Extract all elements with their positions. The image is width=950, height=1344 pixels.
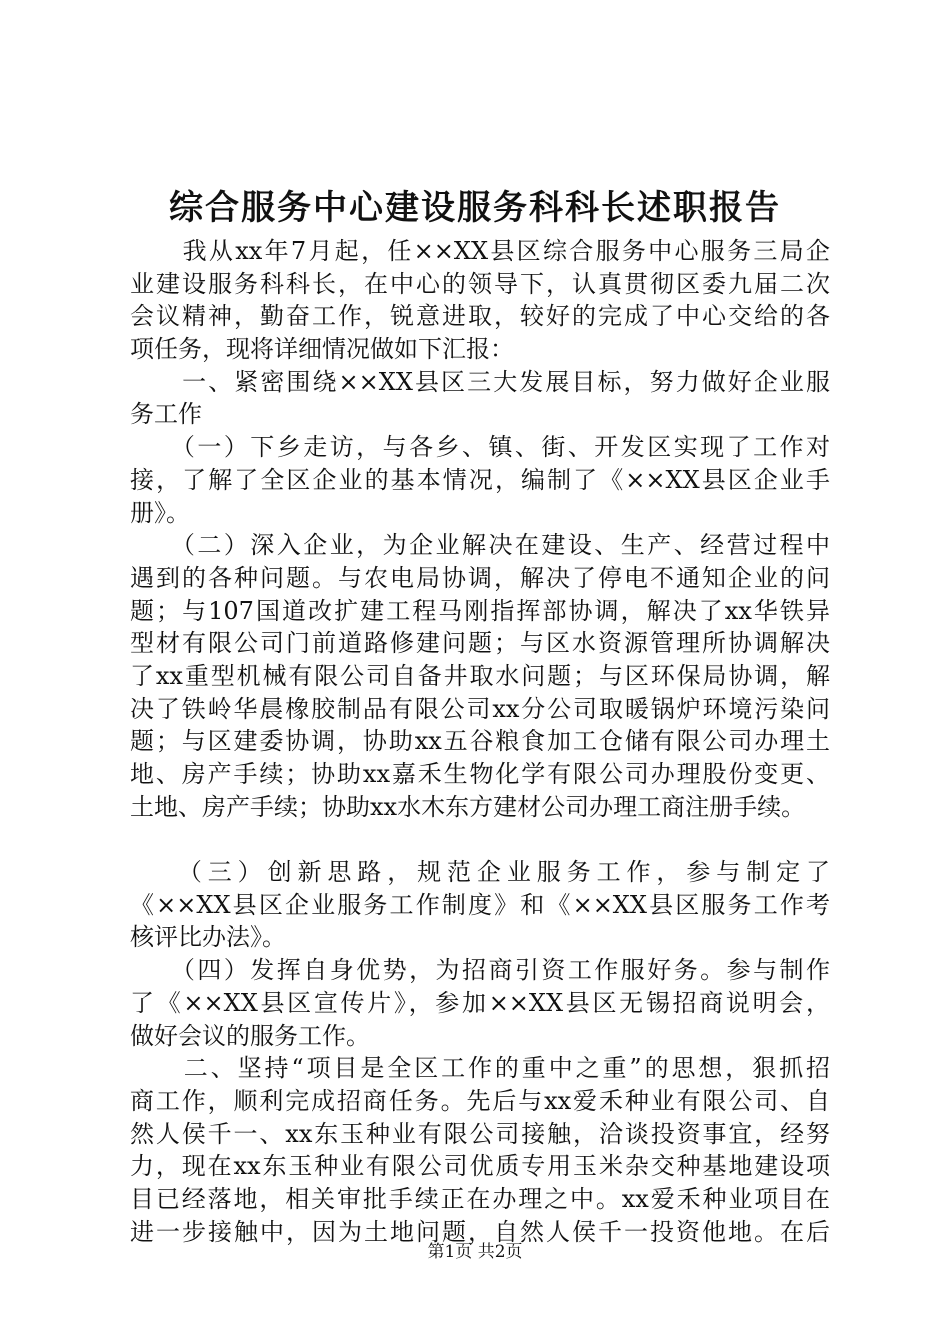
body-text-line: 二、坚持“项目是全区工作的重中之重”的思想，狠抓招 <box>130 1054 830 1083</box>
body-text-line: （四）发挥自身优势，为招商引资工作服好务。参与制作 <box>130 956 830 985</box>
body-text-line: 商工作，顺利完成招商任务。先后与xx爱禾种业有限公司、自 <box>130 1086 830 1115</box>
body-text-line: 接，了解了全区企业的基本情况，编制了《××XX县区企业手 <box>130 465 830 494</box>
body-text-line: 务工作 <box>130 400 202 429</box>
body-text-line: 土地、房产手续；协助xx水木东方建材公司办理工商注册手续。 <box>130 792 806 821</box>
body-text-line: 一、紧密围绕××XX县区三大发展目标，努力做好企业服 <box>130 367 830 396</box>
body-text-line: 做好会议的服务工作。 <box>130 1021 370 1050</box>
body-text-line: 会议精神，勤奋工作，锐意进取，较好的完成了中心交给的各 <box>130 302 830 331</box>
paragraph-gap <box>130 823 830 856</box>
body-text-line: 进一步接触中，因为土地问题，自然人侯千一投资他地。在后 <box>130 1217 830 1246</box>
body-text-line: 型材有限公司门前道路修建问题；与区水资源管理所协调解决 <box>130 629 830 658</box>
body-text-line: 题；与107国道改扩建工程马刚指挥部协调，解决了xx华铁异 <box>130 596 830 625</box>
body-text-line: 我从xx年7月起，任××XX县区综合服务中心服务三局企 <box>130 237 830 265</box>
body-text-line: 力，现在xx东玉种业有限公司优质专用玉米杂交种基地建设项 <box>130 1152 830 1181</box>
body-text-line: 项任务，现将详细情况做如下汇报： <box>130 335 514 364</box>
document-body <box>130 235 830 1248</box>
body-text-line: 了xx重型机械有限公司自备井取水问题；与区环保局协调，解 <box>130 661 830 690</box>
body-text-line: 业建设服务科科长，在中心的领导下，认真贯彻区委九届二次 <box>130 269 830 298</box>
body-text-line: 地、房产手续；协助xx嘉禾生物化学有限公司办理股份变更、 <box>130 760 830 788</box>
body-text-line: （一）下乡走访，与各乡、镇、街、开发区实现了工作对 <box>130 433 830 462</box>
body-text-line: 了《××XX县区宣传片》，参加××XX县区无锡招商说明会， <box>130 988 830 1017</box>
page-footer: 第1页 共2页 <box>427 1242 523 1262</box>
body-text-line: 然人侯千一、xx东玉种业有限公司接触，洽谈投资事宜，经努 <box>130 1119 830 1148</box>
document-title: 综合服务中心建设服务科科长述职报告 <box>169 188 781 228</box>
body-text-line: （三）创新思路，规范企业服务工作，参与制定了 <box>130 858 830 887</box>
body-text-line: 遇到的各种问题。与农电局协调，解决了停电不通知企业的问 <box>130 563 830 592</box>
body-text-line: 决了铁岭华晨橡胶制品有限公司xx分公司取暖锅炉环境污染问 <box>130 694 830 723</box>
body-text-line: 核评比办法》。 <box>130 923 286 952</box>
body-text-line: 《××XX县区企业服务工作制度》和《××XX县区服务工作考 <box>130 890 830 919</box>
body-text-line: 册》。 <box>130 498 190 527</box>
body-text-line: 题；与区建委协调，协助xx五谷粮食加工仓储有限公司办理土 <box>130 727 830 756</box>
body-text-line: （二）深入企业，为企业解决在建设、生产、经营过程中 <box>130 531 830 560</box>
body-text-line: 目已经落地，相关审批手续正在办理之中。xx爱禾种业项目在 <box>130 1184 830 1213</box>
